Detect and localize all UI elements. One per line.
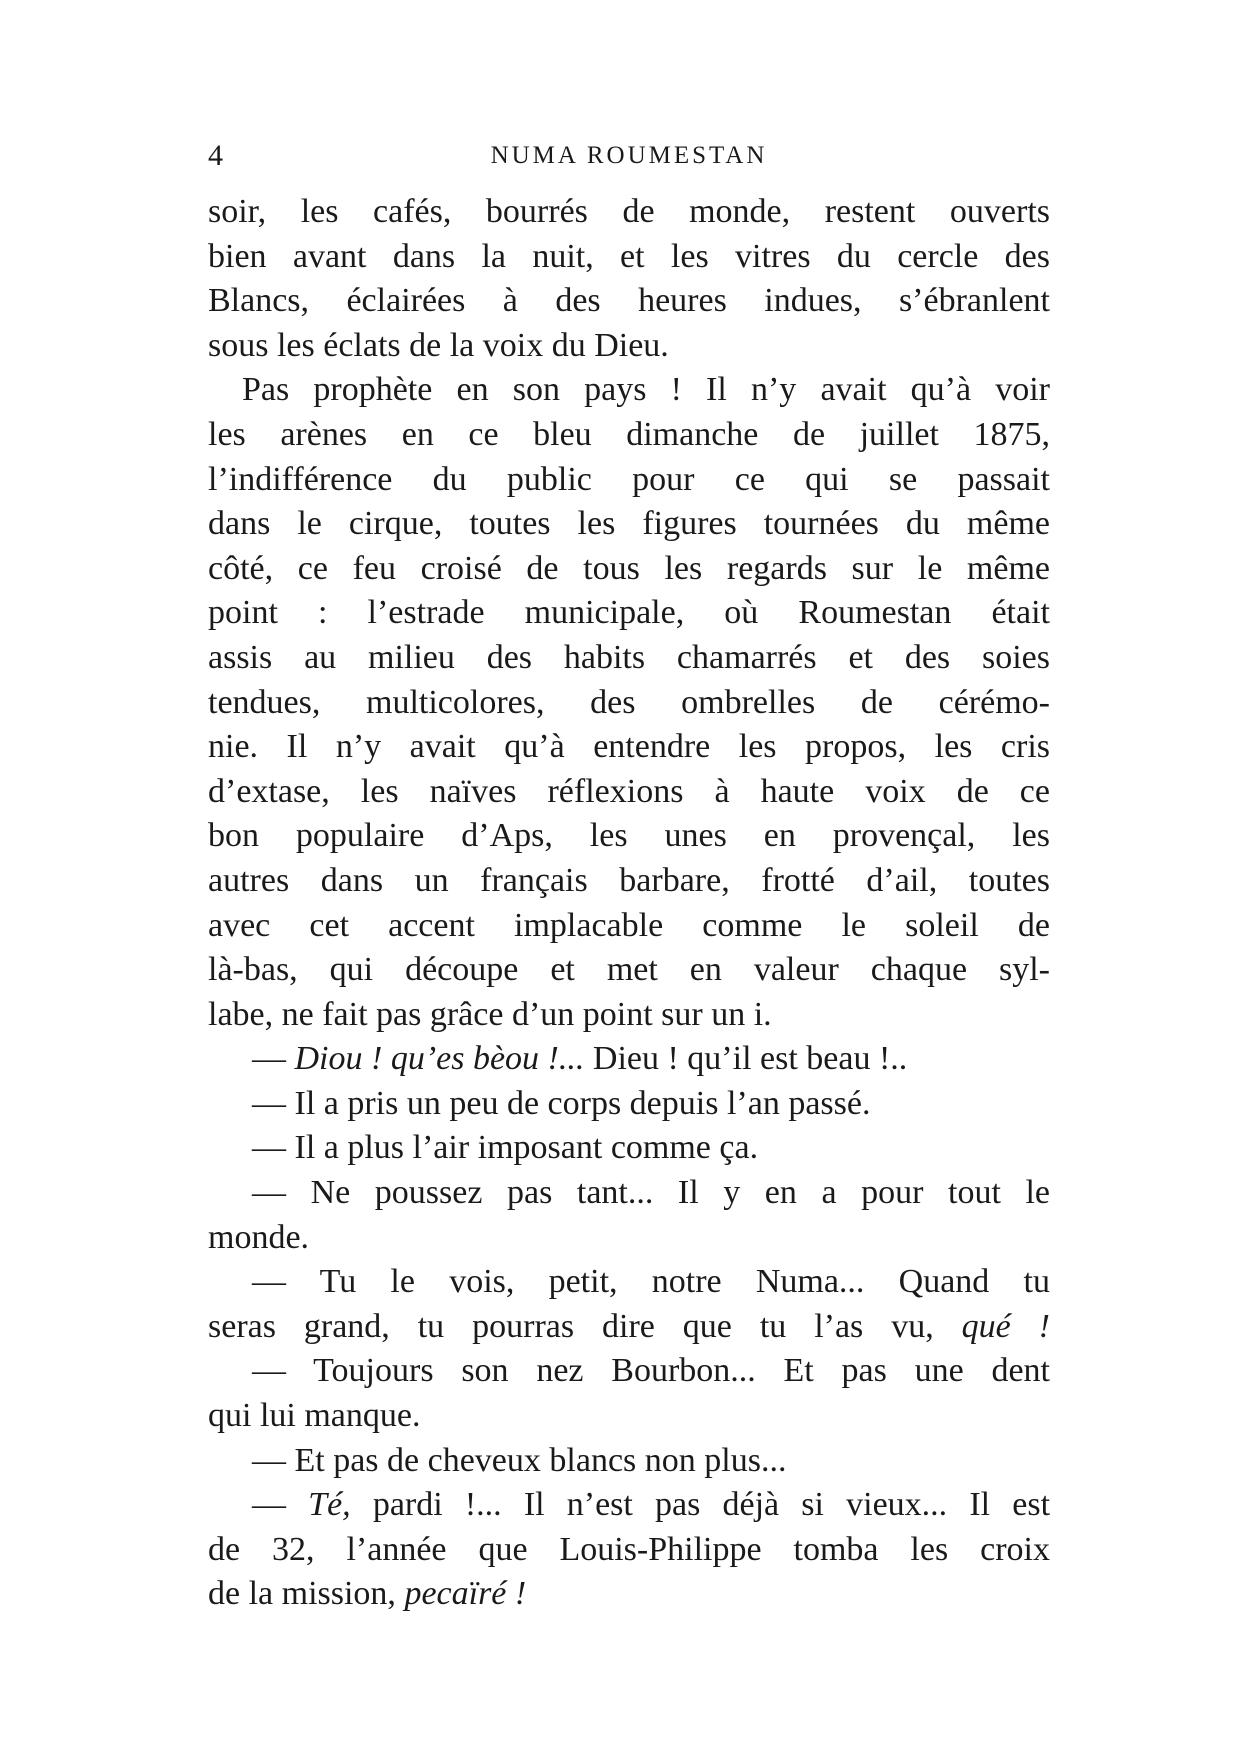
text-line: dans le cirque, toutes les figures tournées du même [208, 505, 1050, 543]
text-line: point : l’estrade municipale, où Roumestan était [208, 594, 1050, 632]
dialog-line: — Ne poussez pas tant... Il y en a pour tout le [252, 1174, 1050, 1212]
page-header [208, 136, 1050, 176]
page-number: 4 [208, 139, 223, 172]
text-line: bon populaire d’Aps, les unes en provençal, les [208, 817, 1050, 855]
text-line: les arènes en ce bleu dimanche de juillet 1875, [208, 415, 1050, 453]
dialog-line: — Il a pris un peu de corps depuis l’an passé. [252, 1084, 871, 1122]
text-line: d’extase, les naïves réflexions à haute voix de ce [208, 772, 1050, 810]
text-line: nie. Il n’y avait qu’à entendre les propos, les cris [208, 728, 1050, 766]
text-line: bien avant dans la nuit, et les vitres du cercle des [208, 237, 1050, 275]
text-line: autres dans un français barbare, frotté d’ail, toutes [208, 861, 1050, 899]
dialog-line: de 32, l’année que Louis-Philippe tomba les croix [208, 1530, 1050, 1568]
body-text [208, 190, 1050, 1617]
text-line: tendues, multicolores, des ombrelles de cérémo- [208, 683, 1050, 721]
text-line: labe, ne fait pas grâce d’un point sur un i. [208, 995, 772, 1033]
dialog-line: — Et pas de cheveux blancs non plus... [252, 1441, 787, 1479]
text-line: là-bas, qui découpe et met en valeur chaque syl- [208, 951, 1050, 989]
dialog-line: — Té, pardi !... Il n’est pas déjà si vieux... Il est [252, 1486, 1051, 1524]
dialog-line: — Toujours son nez Bourbon... Et pas une dent [252, 1352, 1050, 1390]
narrative-paragraphs [208, 190, 1050, 1037]
text-line: avec cet accent implacable comme le soleil de [208, 906, 1050, 944]
dialog-line: — Tu le vois, petit, notre Numa... Quand tu [252, 1263, 1050, 1301]
text-line: sous les éclats de la voix du Dieu. [208, 326, 669, 364]
text-line: assis au milieu des habits chamarrés et des soies [208, 638, 1050, 676]
text-line: soir, les cafés, bourrés de monde, restent ouverts [208, 193, 1050, 230]
running-title: NUMA ROUMESTAN [490, 142, 768, 169]
dialog-line: — Diou ! qu’es bèou !... Dieu ! qu’il est beau !.. [252, 1040, 908, 1078]
text-line: côté, ce feu croisé de tous les regards sur le même [208, 549, 1050, 587]
dialog-line: monde. [208, 1218, 310, 1256]
dialog-line: de la mission, pecaïré ! [208, 1575, 527, 1613]
text-line: Blancs, éclairées à des heures indues, s’ébranlent [208, 282, 1050, 320]
text-line: Pas prophète en son pays ! Il n’y avait qu’à voir [242, 371, 1050, 409]
dialog-line: seras grand, tu pourras dire que tu l’as vu, qué ! [208, 1307, 1050, 1345]
dialog-line: qui lui manque. [208, 1397, 421, 1435]
text-line: l’indifférence du public pour ce qui se passait [208, 460, 1050, 498]
dialog-line: — Il a plus l’air imposant comme ça. [252, 1129, 759, 1167]
